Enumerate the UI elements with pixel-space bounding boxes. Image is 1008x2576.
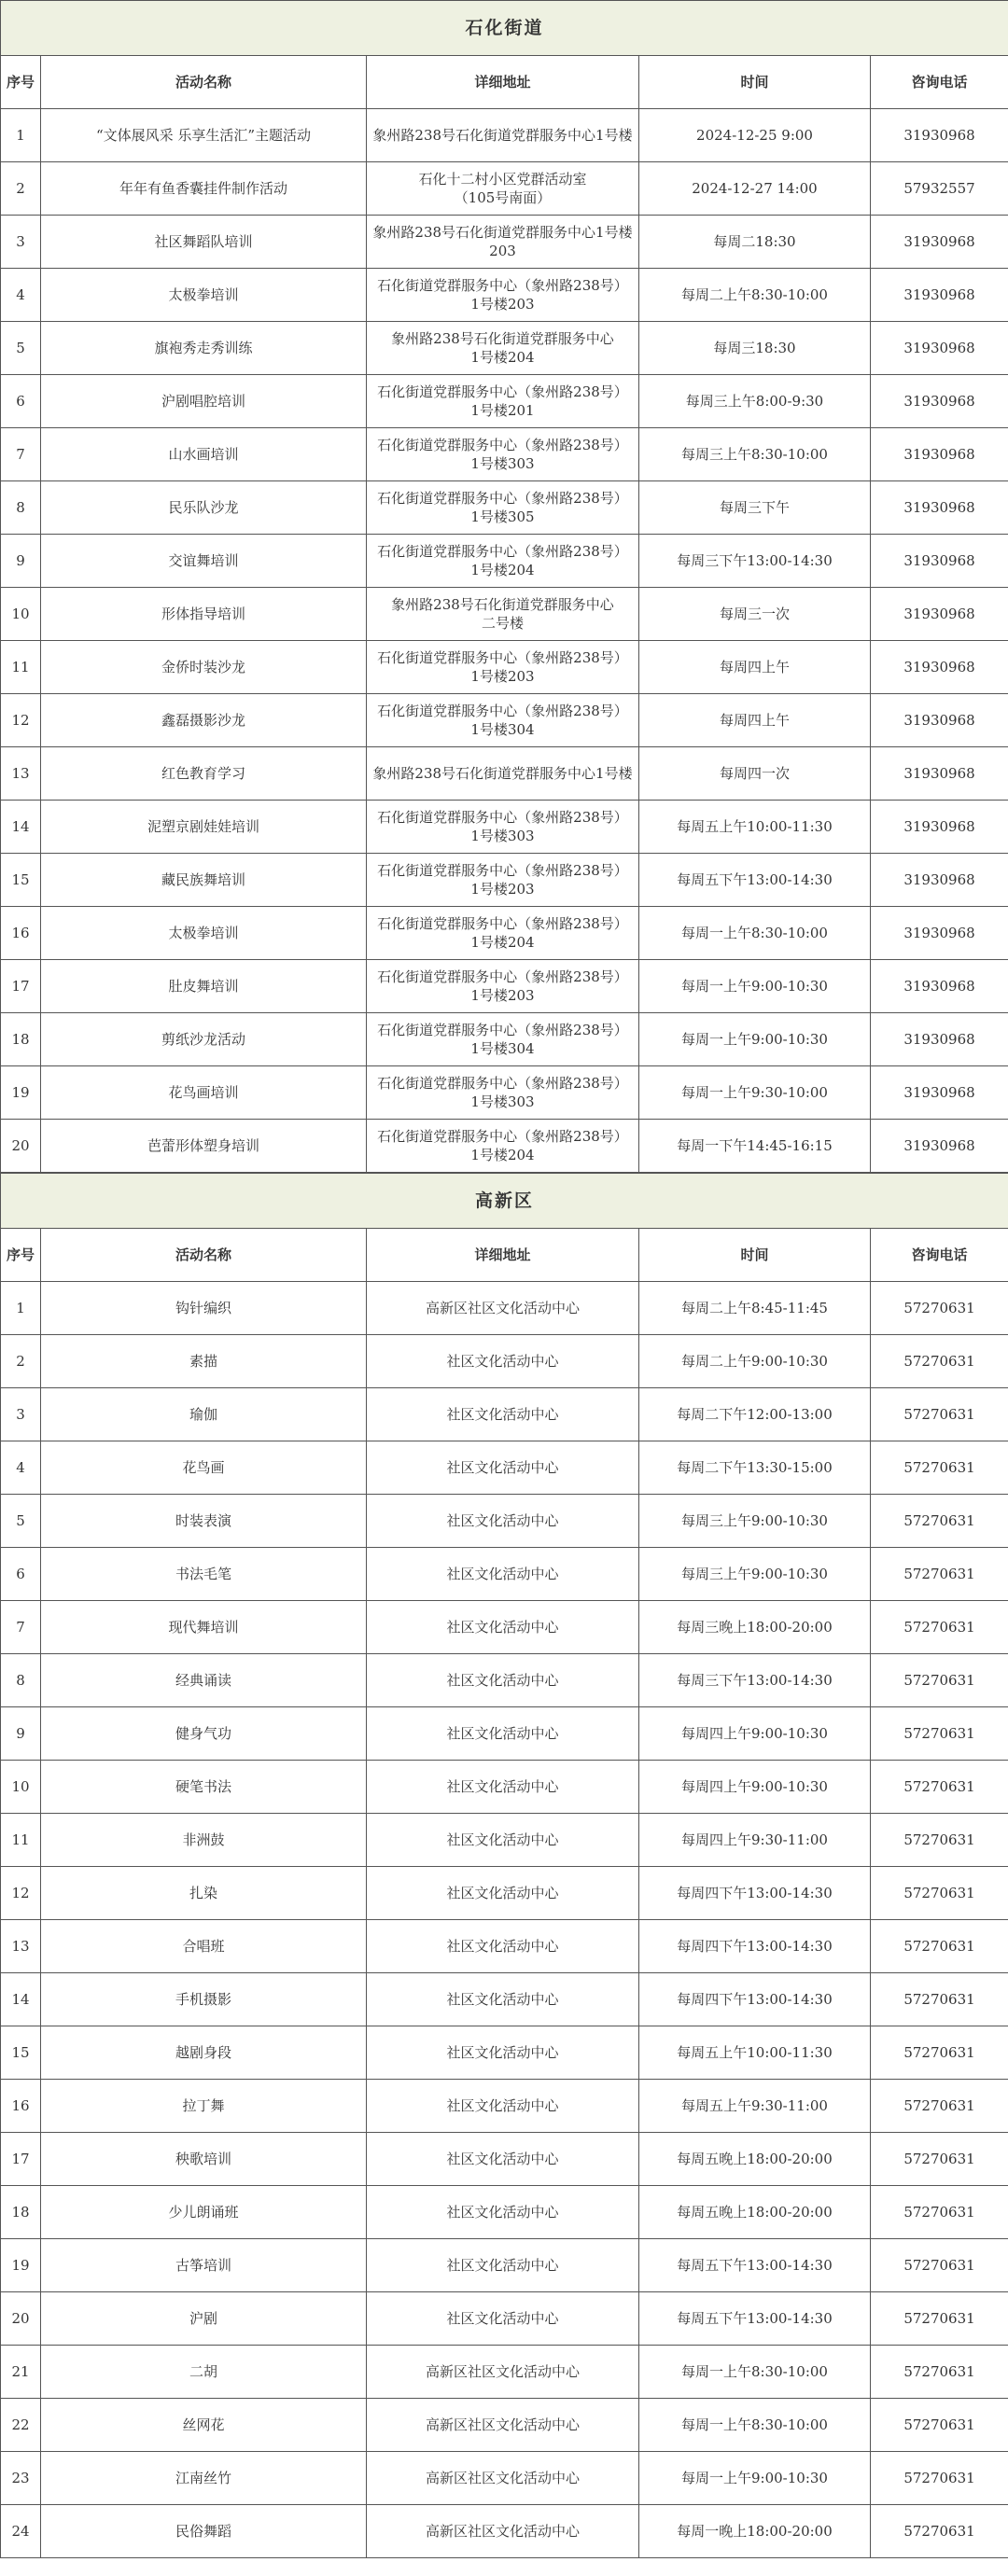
time-cell: 每周一晚上18:00-20:00 [639,2505,871,2558]
address-cell: 社区文化活动中心 [367,1601,639,1654]
time-cell: 每周一上午9:00-10:30 [639,1013,871,1066]
phone-cell: 57270631 [871,1973,1008,2026]
activity-name-cell: 健身气功 [41,1707,367,1761]
column-header-activity-name: 活动名称 [41,1229,367,1282]
time-cell: 每周二18:30 [639,216,871,269]
address-cell: 社区文化活动中心 [367,2292,639,2346]
table-row [1,2080,1008,2133]
activity-name-cell: 书法毛笔 [41,1548,367,1601]
time-cell: 每周三晚上18:00-20:00 [639,1601,871,1654]
address-cell: 高新区社区文化活动中心 [367,2399,639,2452]
table-row [1,1761,1008,1814]
address-cell: 象州路238号石化街道党群服务中心1号楼 [367,109,639,162]
table-row [1,535,1008,588]
table-row [1,747,1008,801]
column-header-seq-number: 序号 [1,56,41,109]
activity-name-cell: 太极拳培训 [41,269,367,322]
seq-number-cell: 20 [1,1120,41,1173]
table-row [1,1120,1008,1173]
phone-cell: 57270631 [871,1920,1008,1973]
address-cell: 社区文化活动中心 [367,1867,639,1920]
address-cell: 社区文化活动中心 [367,2239,639,2292]
time-cell: 每周四下午13:00-14:30 [639,1973,871,2026]
address-cell: 石化街道党群服务中心（象州路238号） 1号楼304 [367,694,639,747]
time-cell: 每周五上午10:00-11:30 [639,2026,871,2080]
section-title: 石化街道 [1,1,1008,56]
phone-cell: 31930968 [871,1013,1008,1066]
activity-name-cell: 丝网花 [41,2399,367,2452]
table-row [1,1335,1008,1388]
table-row [1,322,1008,375]
time-cell: 每周一上午8:30-10:00 [639,2346,871,2399]
table-row [1,1066,1008,1120]
seq-number-cell: 3 [1,216,41,269]
phone-cell: 31930968 [871,641,1008,694]
time-cell: 每周四上午 [639,641,871,694]
seq-number-cell: 2 [1,162,41,216]
table-row [1,109,1008,162]
column-header-seq-number: 序号 [1,1229,41,1282]
table-row [1,2292,1008,2346]
phone-cell: 31930968 [871,322,1008,375]
seq-number-cell: 10 [1,588,41,641]
seq-number-cell: 16 [1,2080,41,2133]
activity-name-cell: 形体指导培训 [41,588,367,641]
seq-number-cell: 3 [1,1388,41,1441]
phone-cell: 57270631 [871,2186,1008,2239]
seq-number-cell: 9 [1,1707,41,1761]
phone-cell: 57270631 [871,1388,1008,1441]
seq-number-cell: 8 [1,481,41,535]
activity-name-cell: 拉丁舞 [41,2080,367,2133]
activity-name-cell: 芭蕾形体塑身培训 [41,1120,367,1173]
phone-cell: 31930968 [871,747,1008,801]
seq-number-cell: 18 [1,1013,41,1066]
address-cell: 石化街道党群服务中心（象州路238号） 1号楼203 [367,854,639,907]
activity-name-cell: 江南丝竹 [41,2452,367,2505]
time-cell: 每周三上午9:00-10:30 [639,1495,871,1548]
activity-name-cell: 泥塑京剧娃娃培训 [41,801,367,854]
address-cell: 石化街道党群服务中心（象州路238号） 1号楼203 [367,960,639,1013]
table-header-row [1,56,1008,109]
phone-cell: 31930968 [871,375,1008,428]
section-title: 高新区 [1,1174,1008,1229]
time-cell: 每周二上午8:45-11:45 [639,1282,871,1335]
address-cell: 社区文化活动中心 [367,1707,639,1761]
activity-name-cell: 肚皮舞培训 [41,960,367,1013]
time-cell: 每周四上午 [639,694,871,747]
table-row [1,801,1008,854]
activity-name-cell: 时装表演 [41,1495,367,1548]
table-row [1,1388,1008,1441]
activity-name-cell: “文体展风采 乐享生活汇”主题活动 [41,109,367,162]
time-cell: 每周一上午9:00-10:30 [639,960,871,1013]
activity-name-cell: 瑜伽 [41,1388,367,1441]
time-cell: 每周三上午8:30-10:00 [639,428,871,481]
table-row [1,2133,1008,2186]
address-cell: 象州路238号石化街道党群服务中心1号楼 203 [367,216,639,269]
phone-cell: 57270631 [871,2080,1008,2133]
table-row [1,1441,1008,1495]
activity-name-cell: 沪剧唱腔培训 [41,375,367,428]
table-row [1,1282,1008,1335]
seq-number-cell: 12 [1,694,41,747]
time-cell: 每周五下午13:00-14:30 [639,854,871,907]
seq-number-cell: 17 [1,2133,41,2186]
table-row [1,1654,1008,1707]
seq-number-cell: 13 [1,747,41,801]
seq-number-cell: 15 [1,2026,41,2080]
table-row [1,375,1008,428]
activity-name-cell: 硬笔书法 [41,1761,367,1814]
phone-cell: 31930968 [871,588,1008,641]
table-row [1,216,1008,269]
schedule-table-1 [0,0,1008,1173]
table-row [1,2239,1008,2292]
address-cell: 社区文化活动中心 [367,1654,639,1707]
column-header-activity-name: 活动名称 [41,56,367,109]
column-header-phone: 咨询电话 [871,56,1008,109]
address-cell: 石化街道党群服务中心（象州路238号） 1号楼204 [367,535,639,588]
phone-cell: 57270631 [871,2026,1008,2080]
address-cell: 象州路238号石化街道党群服务中心 二号楼 [367,588,639,641]
activity-name-cell: 沪剧 [41,2292,367,2346]
time-cell: 每周五晚上18:00-20:00 [639,2133,871,2186]
table-row [1,1495,1008,1548]
seq-number-cell: 14 [1,801,41,854]
table-row [1,2346,1008,2399]
seq-number-cell: 7 [1,1601,41,1654]
phone-cell: 57270631 [871,1335,1008,1388]
table-row [1,588,1008,641]
activity-name-cell: 越剧身段 [41,2026,367,2080]
address-cell: 社区文化活动中心 [367,1388,639,1441]
time-cell: 每周三下午 [639,481,871,535]
seq-number-cell: 9 [1,535,41,588]
seq-number-cell: 23 [1,2452,41,2505]
phone-cell: 57270631 [871,1548,1008,1601]
activity-name-cell: 太极拳培训 [41,907,367,960]
activity-name-cell: 古筝培训 [41,2239,367,2292]
time-cell: 2024-12-25 9:00 [639,109,871,162]
phone-cell: 57270631 [871,1761,1008,1814]
time-cell: 每周三上午8:00-9:30 [639,375,871,428]
activity-name-cell: 手机摄影 [41,1973,367,2026]
phone-cell: 31930968 [871,535,1008,588]
activity-name-cell: 民俗舞蹈 [41,2505,367,2558]
address-cell: 石化街道党群服务中心（象州路238号） 1号楼304 [367,1013,639,1066]
phone-cell: 57270631 [871,1601,1008,1654]
column-header-address: 详细地址 [367,1229,639,1282]
table-row [1,2399,1008,2452]
address-cell: 社区文化活动中心 [367,1761,639,1814]
address-cell: 社区文化活动中心 [367,2186,639,2239]
activity-name-cell: 钩针编织 [41,1282,367,1335]
time-cell: 每周三18:30 [639,322,871,375]
seq-number-cell: 1 [1,109,41,162]
time-cell: 每周四下午13:00-14:30 [639,1920,871,1973]
table-row [1,1601,1008,1654]
activity-name-cell: 旗袍秀走秀训练 [41,322,367,375]
table-row [1,854,1008,907]
activity-name-cell: 山水画培训 [41,428,367,481]
phone-cell: 57270631 [871,2239,1008,2292]
address-cell: 石化街道党群服务中心（象州路238号） 1号楼303 [367,801,639,854]
phone-cell: 31930968 [871,907,1008,960]
address-cell: 石化街道党群服务中心（象州路238号） 1号楼303 [367,428,639,481]
activity-name-cell: 红色教育学习 [41,747,367,801]
activity-name-cell: 现代舞培训 [41,1601,367,1654]
seq-number-cell: 22 [1,2399,41,2452]
seq-number-cell: 18 [1,2186,41,2239]
time-cell: 每周一上午9:00-10:30 [639,2452,871,2505]
phone-cell: 57270631 [871,1282,1008,1335]
address-cell: 石化街道党群服务中心（象州路238号） 1号楼305 [367,481,639,535]
activity-name-cell: 交谊舞培训 [41,535,367,588]
table-row [1,269,1008,322]
activity-name-cell: 剪纸沙龙活动 [41,1013,367,1066]
activity-name-cell: 经典诵读 [41,1654,367,1707]
address-cell: 象州路238号石化街道党群服务中心1号楼 [367,747,639,801]
time-cell: 每周四一次 [639,747,871,801]
time-cell: 每周三上午9:00-10:30 [639,1548,871,1601]
column-header-address: 详细地址 [367,56,639,109]
time-cell: 每周四上午9:00-10:30 [639,1707,871,1761]
activity-name-cell: 花鸟画 [41,1441,367,1495]
table-row [1,2026,1008,2080]
seq-number-cell: 21 [1,2346,41,2399]
seq-number-cell: 6 [1,375,41,428]
time-cell: 2024-12-27 14:00 [639,162,871,216]
phone-cell: 31930968 [871,694,1008,747]
seq-number-cell: 16 [1,907,41,960]
seq-number-cell: 12 [1,1867,41,1920]
table-row [1,1973,1008,2026]
phone-cell: 31930968 [871,1120,1008,1173]
phone-cell: 57270631 [871,2452,1008,2505]
phone-cell: 57270631 [871,2346,1008,2399]
seq-number-cell: 4 [1,269,41,322]
address-cell: 社区文化活动中心 [367,1335,639,1388]
time-cell: 每周三下午13:00-14:30 [639,1654,871,1707]
activity-name-cell: 少儿朗诵班 [41,2186,367,2239]
phone-cell: 31930968 [871,269,1008,322]
column-header-time: 时间 [639,1229,871,1282]
seq-number-cell: 8 [1,1654,41,1707]
seq-number-cell: 5 [1,1495,41,1548]
activity-name-cell: 二胡 [41,2346,367,2399]
activity-name-cell: 金侨时装沙龙 [41,641,367,694]
table-row [1,162,1008,216]
seq-number-cell: 4 [1,1441,41,1495]
activity-name-cell: 素描 [41,1335,367,1388]
seq-number-cell: 1 [1,1282,41,1335]
time-cell: 每周三下午13:00-14:30 [639,535,871,588]
activity-name-cell: 鑫磊摄影沙龙 [41,694,367,747]
seq-number-cell: 20 [1,2292,41,2346]
table-row [1,2452,1008,2505]
address-cell: 社区文化活动中心 [367,1920,639,1973]
seq-number-cell: 19 [1,1066,41,1120]
time-cell: 每周一上午9:30-10:00 [639,1066,871,1120]
table-row [1,960,1008,1013]
address-cell: 社区文化活动中心 [367,2080,639,2133]
address-cell: 社区文化活动中心 [367,1548,639,1601]
table-row [1,694,1008,747]
seq-number-cell: 7 [1,428,41,481]
phone-cell: 57270631 [871,1654,1008,1707]
address-cell: 高新区社区文化活动中心 [367,1282,639,1335]
table-row [1,1920,1008,1973]
address-cell: 石化街道党群服务中心（象州路238号） 1号楼203 [367,269,639,322]
schedule-table-2 [0,1173,1008,2558]
table-row [1,2186,1008,2239]
phone-cell: 31930968 [871,960,1008,1013]
phone-cell: 57270631 [871,2505,1008,2558]
table-row [1,481,1008,535]
time-cell: 每周一下午14:45-16:15 [639,1120,871,1173]
phone-cell: 31930968 [871,854,1008,907]
address-cell: 社区文化活动中心 [367,2026,639,2080]
column-header-time: 时间 [639,56,871,109]
activity-name-cell: 合唱班 [41,1920,367,1973]
table-row [1,1013,1008,1066]
time-cell: 每周四上午9:30-11:00 [639,1814,871,1867]
address-cell: 高新区社区文化活动中心 [367,2505,639,2558]
activity-name-cell: 社区舞蹈队培训 [41,216,367,269]
address-cell: 社区文化活动中心 [367,1441,639,1495]
time-cell: 每周五上午9:30-11:00 [639,2080,871,2133]
time-cell: 每周五下午13:00-14:30 [639,2292,871,2346]
time-cell: 每周五晚上18:00-20:00 [639,2186,871,2239]
address-cell: 石化街道党群服务中心（象州路238号） 1号楼204 [367,907,639,960]
seq-number-cell: 10 [1,1761,41,1814]
activity-name-cell: 年年有鱼香囊挂件制作活动 [41,162,367,216]
time-cell: 每周一上午8:30-10:00 [639,907,871,960]
table-row [1,641,1008,694]
seq-number-cell: 11 [1,1814,41,1867]
activity-name-cell: 秧歌培训 [41,2133,367,2186]
seq-number-cell: 14 [1,1973,41,2026]
address-cell: 高新区社区文化活动中心 [367,2452,639,2505]
time-cell: 每周五上午10:00-11:30 [639,801,871,854]
phone-cell: 31930968 [871,801,1008,854]
activity-name-cell: 扎染 [41,1867,367,1920]
seq-number-cell: 15 [1,854,41,907]
table-row [1,2505,1008,2558]
phone-cell: 57270631 [871,1495,1008,1548]
address-cell: 石化街道党群服务中心（象州路238号） 1号楼204 [367,1120,639,1173]
seq-number-cell: 24 [1,2505,41,2558]
seq-number-cell: 2 [1,1335,41,1388]
time-cell: 每周二下午12:00-13:00 [639,1388,871,1441]
seq-number-cell: 6 [1,1548,41,1601]
phone-cell: 57270631 [871,1867,1008,1920]
address-cell: 社区文化活动中心 [367,2133,639,2186]
table-header-row [1,1229,1008,1282]
time-cell: 每周五下午13:00-14:30 [639,2239,871,2292]
activity-name-cell: 非洲鼓 [41,1814,367,1867]
time-cell: 每周四下午13:00-14:30 [639,1867,871,1920]
address-cell: 社区文化活动中心 [367,1814,639,1867]
seq-number-cell: 19 [1,2239,41,2292]
time-cell: 每周三一次 [639,588,871,641]
table-row [1,907,1008,960]
phone-cell: 31930968 [871,109,1008,162]
phone-cell: 31930968 [871,481,1008,535]
seq-number-cell: 11 [1,641,41,694]
activity-name-cell: 民乐队沙龙 [41,481,367,535]
phone-cell: 57270631 [871,1814,1008,1867]
table-row [1,1814,1008,1867]
address-cell: 社区文化活动中心 [367,1973,639,2026]
address-cell: 石化街道党群服务中心（象州路238号） 1号楼303 [367,1066,639,1120]
table-row [1,1548,1008,1601]
seq-number-cell: 13 [1,1920,41,1973]
phone-cell: 57270631 [871,2292,1008,2346]
column-header-phone: 咨询电话 [871,1229,1008,1282]
table-row [1,428,1008,481]
time-cell: 每周二上午8:30-10:00 [639,269,871,322]
address-cell: 石化十二村小区党群活动室 （105号南面） [367,162,639,216]
phone-cell: 31930968 [871,428,1008,481]
address-cell: 石化街道党群服务中心（象州路238号） 1号楼203 [367,641,639,694]
phone-cell: 57270631 [871,1707,1008,1761]
phone-cell: 57270631 [871,1441,1008,1495]
activity-name-cell: 花鸟画培训 [41,1066,367,1120]
time-cell: 每周二下午13:30-15:00 [639,1441,871,1495]
phone-cell: 31930968 [871,216,1008,269]
phone-cell: 57932557 [871,162,1008,216]
seq-number-cell: 5 [1,322,41,375]
phone-cell: 57270631 [871,2133,1008,2186]
activity-name-cell: 藏民族舞培训 [41,854,367,907]
address-cell: 象州路238号石化街道党群服务中心 1号楼204 [367,322,639,375]
table-row [1,1867,1008,1920]
time-cell: 每周二上午9:00-10:30 [639,1335,871,1388]
address-cell: 高新区社区文化活动中心 [367,2346,639,2399]
seq-number-cell: 17 [1,960,41,1013]
address-cell: 石化街道党群服务中心（象州路238号） 1号楼201 [367,375,639,428]
table-row [1,1707,1008,1761]
time-cell: 每周一上午8:30-10:00 [639,2399,871,2452]
address-cell: 社区文化活动中心 [367,1495,639,1548]
phone-cell: 31930968 [871,1066,1008,1120]
phone-cell: 57270631 [871,2399,1008,2452]
time-cell: 每周四上午9:00-10:30 [639,1761,871,1814]
